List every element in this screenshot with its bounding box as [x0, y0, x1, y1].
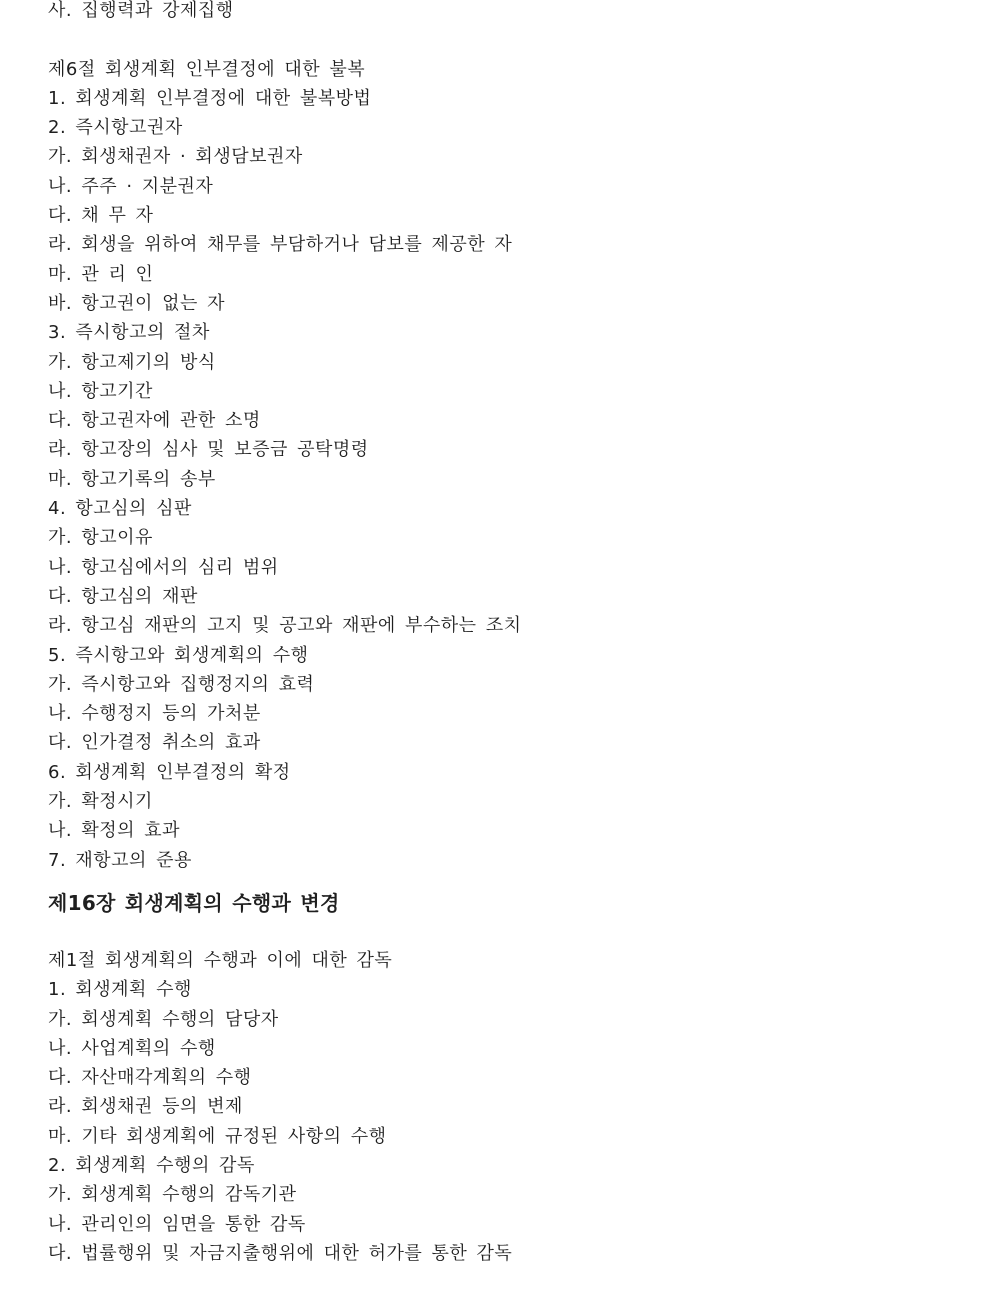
- section-heading: 제1절 회생계획의 수행과 이에 대한 감독: [48, 949, 393, 971]
- list-item: 1. 회생계획 인부결정에 대한 불복방법: [48, 87, 372, 109]
- list-item: 마. 항고기록의 송부: [48, 468, 216, 490]
- list-item: 가. 확정시기: [48, 791, 153, 813]
- list-item: 6. 회생계획 인부결정의 확정: [48, 761, 291, 783]
- list-item: 가. 항고제기의 방식: [48, 351, 216, 373]
- list-item: 다. 항고권자에 관한 소명: [48, 410, 261, 432]
- list-item: 4. 항고심의 심판: [48, 498, 192, 520]
- list-item: 다. 항고심의 재판: [48, 585, 198, 607]
- list-item: 라. 항고장의 심사 및 보증금 공탁명령: [48, 439, 369, 461]
- list-item: 1. 회생계획 수행: [48, 979, 192, 1001]
- section-6-items: [48, 84, 992, 875]
- list-item: 바. 항고권이 없는 자: [48, 292, 225, 314]
- list-item: 가. 회생계획 수행의 감독기관: [48, 1184, 297, 1206]
- section-1: [48, 946, 992, 1268]
- list-item: 라. 회생을 위하여 채무를 부담하거나 담보를 제공한 자: [48, 234, 513, 256]
- list-item: 나. 항고심에서의 심리 범위: [48, 556, 279, 578]
- list-item: 다. 자산매각계획의 수행: [48, 1067, 252, 1089]
- list-item: 2. 즉시항고권자: [48, 117, 183, 139]
- list-item: 마. 기타 회생계획에 규정된 사항의 수행: [48, 1125, 387, 1147]
- list-item: 나. 주주 · 지분권자: [48, 175, 214, 197]
- section-heading: 제6절 회생계획 인부결정에 대한 불복: [48, 58, 366, 80]
- chapter-title: 제16장 회생계획의 수행과 변경: [48, 890, 340, 915]
- list-item: 다. 채 무 자: [48, 205, 154, 227]
- section-6: [48, 55, 992, 875]
- section-1-items: [48, 975, 992, 1268]
- list-item: 2. 회생계획 수행의 감독: [48, 1154, 255, 1176]
- list-item: 라. 항고심 재판의 고지 및 공고와 재판에 부수하는 조치: [48, 615, 522, 637]
- list-item: 다. 법률행위 및 자금지출행위에 대한 허가를 통한 감독: [48, 1242, 513, 1264]
- spacer: [48, 25, 992, 54]
- list-item: 마. 관 리 인: [48, 263, 154, 285]
- list-item: 가. 즉시항고와 집행정지의 효력: [48, 673, 315, 695]
- list-item: 라. 회생채권 등의 변제: [48, 1096, 243, 1118]
- list-item: 나. 수행정지 등의 가처분: [48, 703, 261, 725]
- list-item: 나. 확정의 효과: [48, 820, 180, 842]
- list-item: 사. 집행력과 강제집행: [48, 0, 234, 21]
- list-item: 나. 사업계획의 수행: [48, 1037, 216, 1059]
- top-items: [48, 0, 992, 25]
- list-item: 나. 항고기간: [48, 380, 153, 402]
- list-item: 가. 회생채권자 · 회생담보권자: [48, 146, 303, 168]
- list-item: 가. 회생계획 수행의 담당자: [48, 1008, 279, 1030]
- list-item: 3. 즉시항고의 절차: [48, 322, 210, 344]
- list-item: 7. 재항고의 준용: [48, 849, 192, 871]
- list-item: 가. 항고이유: [48, 527, 153, 549]
- list-item: 다. 인가결정 취소의 효과: [48, 732, 261, 754]
- list-item: 나. 관리인의 임면을 통한 감독: [48, 1213, 306, 1235]
- list-item: 5. 즉시항고와 회생계획의 수행: [48, 644, 309, 666]
